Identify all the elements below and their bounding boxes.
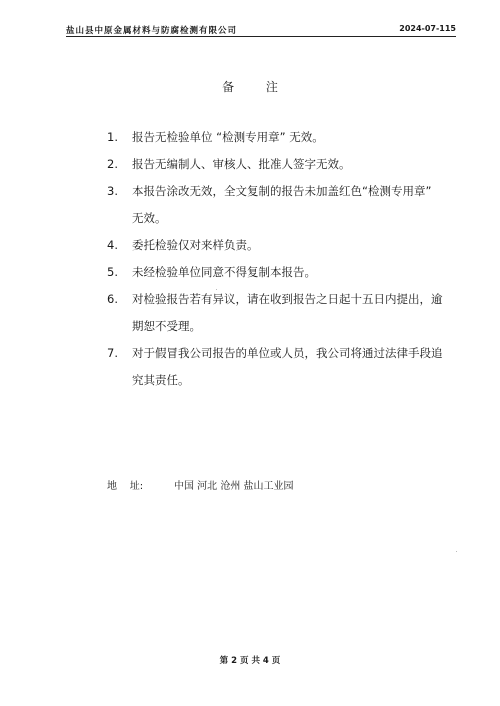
note-text xyxy=(132,232,477,259)
note-line: 未经检验单位同意不得复制本报告。 xyxy=(132,265,316,279)
address-row xyxy=(107,477,294,492)
note-line: 报告无编制人、审核人、批准人签字无效。 xyxy=(132,157,351,171)
note-line: 本报告涂改无效，全文复制的报告未加盖红色“检测专用章” xyxy=(132,184,432,198)
note-text xyxy=(132,124,477,151)
note-item xyxy=(107,151,477,178)
note-number: 6. xyxy=(107,292,118,306)
note-item xyxy=(107,259,477,286)
note-number: 3. xyxy=(107,184,118,198)
note-number: 2. xyxy=(107,157,118,171)
note-number: 7. xyxy=(107,346,118,360)
note-number: 4. xyxy=(107,238,118,252)
company-name: 盐山县中原金属材料与防腐检测有限公司 xyxy=(66,26,238,36)
note-line: 对于假冒我公司报告的单位或人员，我公司将通过法律手段追 xyxy=(132,346,443,360)
address-value: 中国 河北 沧州 盐山工业园 xyxy=(174,481,294,492)
address-label: 地 址: xyxy=(107,481,144,492)
report-number: 2024-07-115 xyxy=(399,24,456,33)
page-number: 第 2 页 共 4 页 xyxy=(219,656,281,666)
page-title: 备 注 xyxy=(222,80,292,94)
notes-list xyxy=(107,124,477,394)
note-item xyxy=(107,232,477,259)
scan-speck xyxy=(216,289,217,290)
note-text xyxy=(132,286,477,340)
note-line: 报告无检验单位 “检测专用章” 无效。 xyxy=(132,130,324,144)
note-item xyxy=(107,286,477,340)
note-text xyxy=(132,259,477,286)
page-header xyxy=(66,22,456,37)
note-line: 究其责任。 xyxy=(132,373,190,387)
note-line: 期恕不受理。 xyxy=(132,319,201,333)
note-number: 1. xyxy=(107,130,118,144)
scan-speck xyxy=(456,551,457,552)
note-item xyxy=(107,340,477,394)
note-number: 5. xyxy=(107,265,118,279)
note-line: 对检验报告若有异议，请在收到报告之日起十五日内提出，逾 xyxy=(132,292,443,306)
note-line: 委托检验仅对来样负责。 xyxy=(132,238,259,252)
note-text xyxy=(132,178,477,232)
note-item xyxy=(107,124,477,151)
note-line: 无效。 xyxy=(132,211,167,225)
note-text xyxy=(132,151,477,178)
note-text xyxy=(132,340,477,394)
note-item xyxy=(107,178,477,232)
